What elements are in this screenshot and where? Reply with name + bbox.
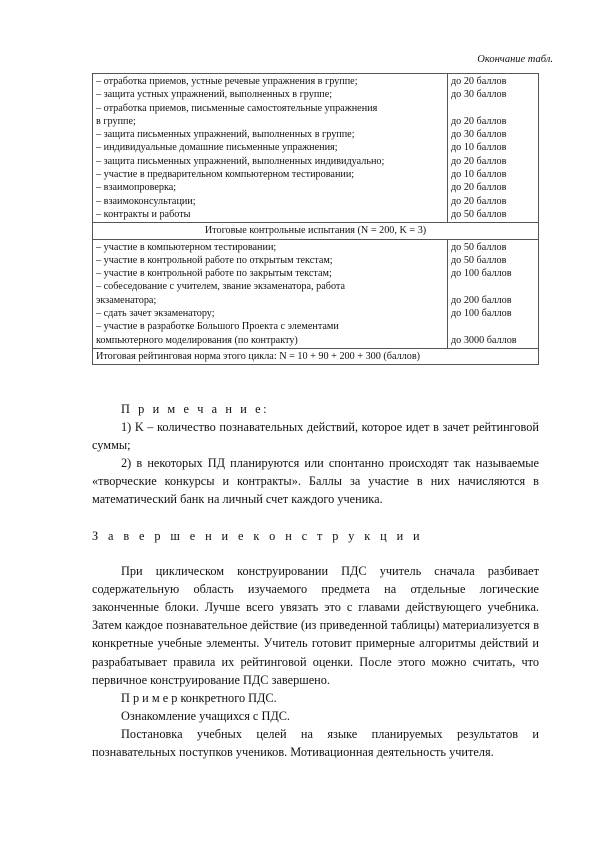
final-points-cell	[448, 239, 539, 348]
table-row-total	[93, 348, 539, 364]
activity-line: – участие в предварительном компьютерном тестировании;	[96, 169, 355, 181]
final-activities-cell	[93, 239, 448, 348]
note-label: П р и м е ч а н и е:	[121, 402, 270, 416]
activity-line: – участие в компьютерном тестировании;	[96, 241, 277, 253]
activity-line: компьютерного моделирования (по контракту)	[96, 334, 298, 346]
section-title: З а в е р ш е н и е к о н с т р у к ц и и	[92, 529, 424, 543]
notes-block	[92, 400, 539, 509]
activity-line: – индивидуальные домашние письменные упражнения;	[96, 142, 338, 154]
activity-line: – контракты и работы	[96, 208, 191, 220]
points-line: до 3000 баллов	[451, 334, 517, 346]
activity-line: – отработка приемов, письменные самостоятельные упражнения	[96, 102, 378, 114]
points-line: до 30 баллов	[451, 129, 507, 141]
rating-table	[92, 73, 539, 365]
section-paragraph: При циклическом конструировании ПДС учитель сначала разбивает содержательную область изучаемого предмета на отдельные логические законченные блоки. Лучше всего увязать это с главами действующего учебника. Затем каждое познавательное действие (из приведенной таблицы) материализуется в конкретные учебные элементы. Учитель готовит примерные алгоритмы действий и разрабатывает правила их рейтинговой оценки. После этого можно считать, что первичное конструирование ПДС завершено.	[92, 564, 539, 687]
page-header-continuation: Окончание табл.	[477, 54, 553, 65]
points-line: до 20 баллов	[451, 182, 507, 194]
points-line: до 20 баллов	[451, 155, 507, 167]
activity-line: – взаимоконсультации;	[96, 195, 196, 207]
activity-line: – защита письменных упражнений, выполненных в группе;	[96, 129, 355, 141]
activity-line: – участие в контрольной работе по закрытым текстам;	[96, 268, 332, 280]
total-norm: Итоговая рейтинговая норма этого цикла: N = 10 + 90 + 200 + 300 (баллов)	[93, 348, 539, 364]
points-line: до 50 баллов	[451, 241, 507, 253]
points-line: до 100 баллов	[451, 308, 512, 320]
activities-cell	[93, 74, 448, 223]
points-line: до 50 баллов	[451, 254, 507, 266]
activity-line: – защита устных упражнений, выполненных в группе;	[96, 89, 333, 101]
activity-line: – сдать зачет экзаменатору;	[96, 308, 215, 320]
points-line: до 50 баллов	[451, 208, 507, 220]
points-line: до 20 баллов	[451, 115, 507, 127]
points-line: до 100 баллов	[451, 268, 512, 280]
activity-line: – участие в контрольной работе по открытым текстам;	[96, 254, 333, 266]
activity-line: в группе;	[96, 115, 136, 127]
activity-line: – взаимопроверка;	[96, 182, 177, 194]
points-line: до 20 баллов	[451, 76, 507, 87]
note-item-1: 1) K – количество познавательных действий, которое идет в зачет рейтинговой суммы;	[92, 420, 539, 453]
final-tests-header: Итоговые контрольные испытания (N = 200, K = 3)	[93, 223, 539, 239]
activity-line: – участие в разработке Большого Проекта с элементами	[96, 321, 339, 333]
points-line: до 20 баллов	[451, 195, 507, 207]
points-line: до 10 баллов	[451, 142, 507, 154]
table-row-final	[93, 239, 539, 348]
points-line	[451, 280, 535, 293]
activity-line: – собеседование с учителем, звание экзаменатора, работа	[96, 281, 346, 293]
intro-line: Ознакомление учащихся с ПДС.	[121, 708, 291, 723]
activity-line: – защита письменных упражнений, выполненных индивидуально;	[96, 155, 385, 167]
points-line	[451, 102, 535, 115]
section-block	[92, 527, 539, 761]
points-line	[451, 320, 535, 333]
activity-line: экзаменатора;	[96, 294, 157, 306]
points-cell	[448, 74, 539, 223]
goals-paragraph: Постановка учебных целей на языке планируемых результатов и познавательных поступков учеников. Мотивационная деятельность учителя.	[92, 726, 539, 760]
points-line: до 30 баллов	[451, 89, 507, 101]
activity-line: – отработка приемов, устные речевые упражнения в группе;	[96, 76, 358, 87]
points-line: до 10 баллов	[451, 169, 507, 181]
table-row-activities	[93, 74, 539, 223]
table-row-final-header	[93, 223, 539, 239]
note-item-2: 2) в некоторых ПД планируются или спонтанно происходят так называемые «творческие конкурсы и контракты». Баллы за участие в них начисляются в математический банк на личный счет каждого ученика.	[92, 456, 539, 507]
points-line: до 200 баллов	[451, 294, 512, 306]
example-label: П р и м е р конкретного ПДС.	[121, 690, 277, 705]
